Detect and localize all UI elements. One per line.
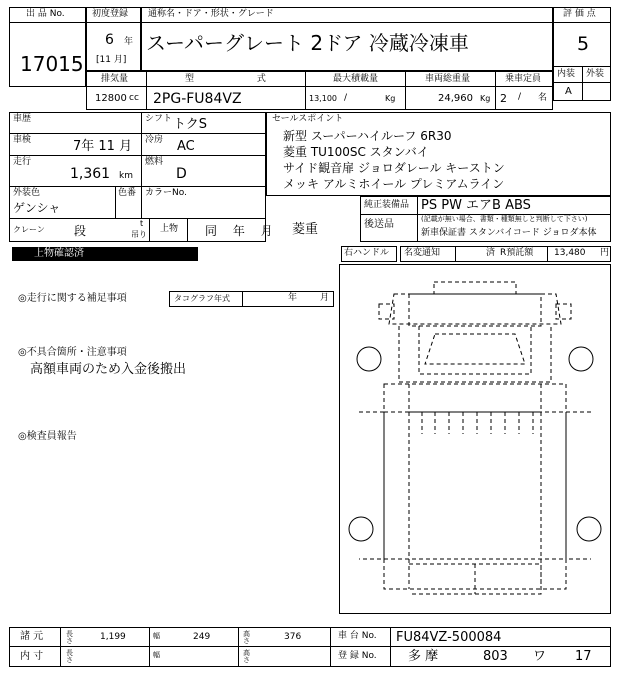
tacho-month: 月 xyxy=(320,293,330,303)
inspection-value: 7年 11 月 xyxy=(73,139,133,154)
first-reg-year: 6 xyxy=(105,32,114,48)
ac-value: AC xyxy=(177,139,195,154)
tacho-label: タコグラフ年式 xyxy=(174,294,230,303)
score-value: 5 xyxy=(577,33,590,55)
chassis-label: 車 台 No. xyxy=(338,631,377,641)
crane-hoist: 吊り xyxy=(131,230,147,239)
shift-label: シフト xyxy=(145,114,173,124)
displacement-value: 12800 xyxy=(95,93,127,104)
fuel-value: D xyxy=(176,166,187,182)
inner-label: 内 寸 xyxy=(20,651,44,662)
defect-text: 高額車両のため入金後搬出 xyxy=(30,362,187,377)
gross-weight-unit: Kg xyxy=(480,94,491,103)
registration-area: 多 摩 xyxy=(408,649,439,664)
exterior-score-label: 外装 xyxy=(586,69,605,79)
registration-class: 803 xyxy=(483,649,508,664)
sales-point-line-4: メッキ アルミホイール プレミアムライン xyxy=(283,177,505,191)
body-maker: 菱重 xyxy=(292,222,319,237)
truck-diagram xyxy=(339,264,611,614)
width-value: 249 xyxy=(193,632,211,642)
max-load-unit: Kg xyxy=(385,94,396,103)
height-value: 376 xyxy=(284,632,302,642)
name-change-label: 名変通知 xyxy=(404,248,441,258)
length-label: 長さ xyxy=(66,630,73,646)
ac-label: 冷房 xyxy=(145,135,164,145)
body-label: 上物 xyxy=(160,224,179,234)
gross-weight-value: 24,960 xyxy=(438,93,473,104)
registration-label: 登 録 No. xyxy=(338,651,377,661)
model-value: 2PG-FU84VZ xyxy=(153,91,242,107)
max-load-label: 最大積載量 xyxy=(333,74,379,84)
interior-score: A xyxy=(565,86,572,97)
sales-points-label: セールスポイント xyxy=(272,114,344,124)
recycle-fee-label: R預託額 xyxy=(500,248,534,258)
max-load-value: 13,100 xyxy=(309,94,337,103)
mileage-unit: km xyxy=(119,171,133,181)
capacity-slash: / xyxy=(518,92,522,102)
chassis-number: FU84VZ-500084 xyxy=(396,630,502,645)
fuel-label: 燃料 xyxy=(145,157,164,167)
displacement-unit: cc xyxy=(129,93,139,103)
genuine-equipment-value: PS PW エアB ABS xyxy=(421,198,531,213)
dims-label: 諸 元 xyxy=(20,631,44,642)
capacity-unit: 名 xyxy=(538,93,548,103)
vehicle-name-label: 通称名・ドア・形状・グレード xyxy=(148,9,274,19)
score-label: 評 価 点 xyxy=(563,9,596,19)
gross-weight-label: 車両総重量 xyxy=(425,74,471,84)
ext-color-label: 外装色 xyxy=(13,188,41,198)
registration-number: 17 xyxy=(575,649,592,664)
width-label: 幅 xyxy=(153,632,160,640)
body-date: 同 年 月 xyxy=(205,224,279,238)
defect-label: ◎不具合箇所・注意事項 xyxy=(18,347,127,358)
mileage-value: 1,361 xyxy=(70,166,111,182)
recycle-unit: 円 xyxy=(600,248,610,258)
first-reg-label: 初度登録 xyxy=(92,9,129,19)
first-reg-year-unit: 年 xyxy=(124,37,134,47)
lot-label: 出 品 No. xyxy=(26,9,65,19)
model-label: 型 式 xyxy=(185,74,296,84)
crane-ton: t xyxy=(140,219,144,228)
inner-width-label: 幅 xyxy=(153,651,160,659)
inner-length-label: 長さ xyxy=(66,649,73,665)
sales-point-line-2: 菱重 TU100SC スタンバイ xyxy=(283,145,429,159)
ext-color-value: ゲンシャ xyxy=(13,201,61,215)
recycle-fee: 13,480 xyxy=(554,248,586,258)
length-value: 1,199 xyxy=(100,632,126,642)
inner-height-label: 高さ xyxy=(243,649,250,665)
handle-value: 右ハンドル xyxy=(344,248,390,258)
recycle-done: 済 xyxy=(486,248,496,258)
tacho-year: 年 xyxy=(288,293,298,303)
capacity-label: 乗車定員 xyxy=(505,74,542,84)
supplement-label: ◎走行に関する補足事項 xyxy=(18,293,127,304)
vehicle-name: スーパーグレート 2ドア 冷蔵冷凍車 xyxy=(146,31,469,55)
details-left xyxy=(9,112,266,242)
genuine-equipment-label: 純正装備品 xyxy=(364,200,410,210)
displacement-label: 排気量 xyxy=(101,74,129,84)
inspector-label: ◎検査員報告 xyxy=(18,431,77,442)
crane-label: クレーン xyxy=(13,225,45,234)
interior-score-label: 内装 xyxy=(557,69,576,79)
lot-number: 17015 xyxy=(20,52,84,76)
documents-note: (記載が無い場合、書類・種類無しと判断して下さい) xyxy=(421,215,588,223)
documents-label: 後送品 xyxy=(364,219,394,230)
sales-point-line-1: 新型 スーパーハイルーフ 6R30 xyxy=(283,129,452,143)
inspection-label: 車検 xyxy=(13,135,32,145)
shift-value: トクS xyxy=(173,117,207,132)
crane-stage: 段 xyxy=(74,224,87,238)
capacity-value: 2 xyxy=(500,92,507,105)
documents-value: 新車保証書 スタンバイコード ジョロダ本体 xyxy=(421,228,597,238)
registration-kana: ワ xyxy=(533,649,547,664)
max-load-slash: / xyxy=(344,93,348,103)
inspection-title: 上物確認済 xyxy=(34,248,84,259)
color-number-label: 色番 xyxy=(118,188,137,198)
history-label: 車歴 xyxy=(13,114,32,124)
first-reg-month: [11 月] xyxy=(96,55,127,65)
color-code-label: カラーNo. xyxy=(145,188,187,198)
mileage-label: 走行 xyxy=(13,157,32,167)
height-label: 高さ xyxy=(243,630,250,646)
sales-point-line-3: サイド観音扉 ジョロダレール キーストン xyxy=(283,161,505,175)
